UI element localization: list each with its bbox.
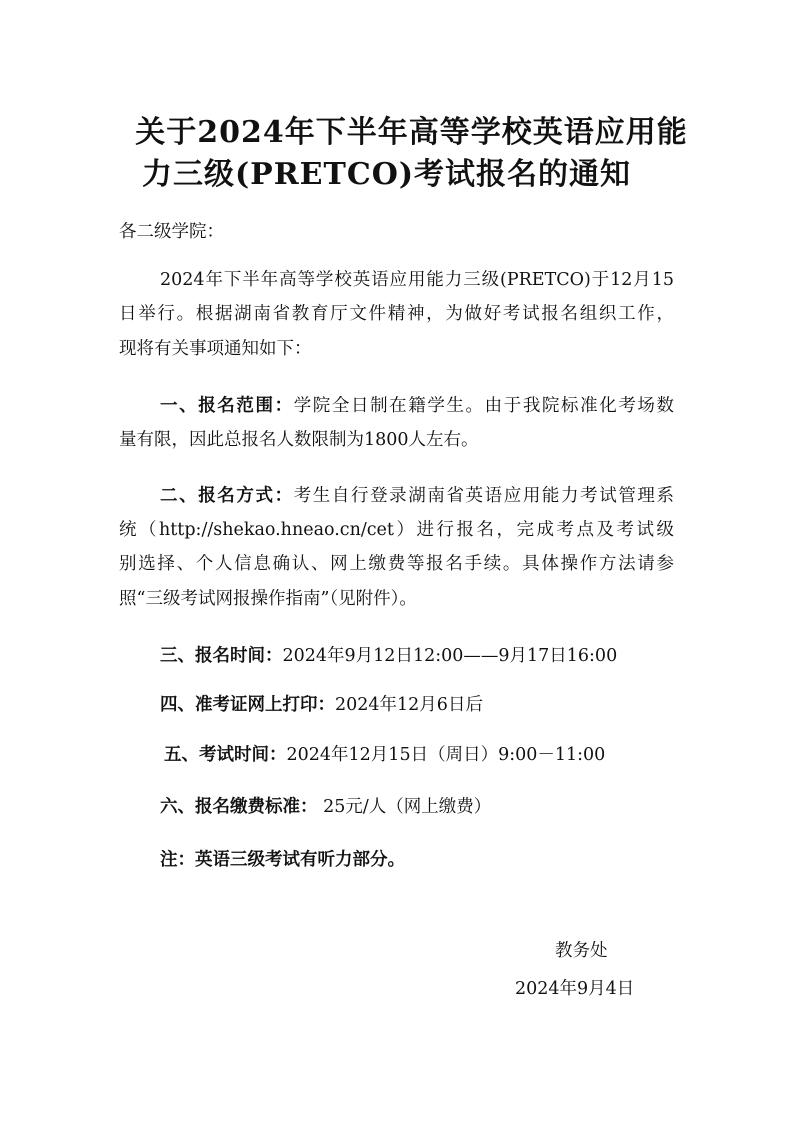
admit-card-line xyxy=(160,693,483,717)
signup-time-label: 三、报名时间： xyxy=(160,646,283,666)
notice-title-line-2: 力三级(PRETCO)考试报名的通知 xyxy=(141,157,632,192)
range-text: 学院全日制在籍学生。由于我院标准化考场数 xyxy=(293,396,675,416)
salutation: 各二级学院： xyxy=(119,222,224,242)
intro-line-3: 现将有关事项通知如下： xyxy=(119,339,312,359)
method-line-4: 照“三级考试网报操作指南”（见附件）。 xyxy=(119,589,417,609)
signup-time-line xyxy=(160,644,617,668)
exam-time-value: 2024年12月15日（周日）9:00－11:00 xyxy=(286,745,606,765)
method-line-2: 统（http://shekao.hneao.cn/cet）进行报名，完成考点及考试级 xyxy=(119,520,674,540)
admit-card-label: 四、准考证网上打印： xyxy=(160,695,335,715)
range-line-2: 量有限，因此总报名人数限制为1800人左右。 xyxy=(119,430,479,450)
notice-title-line-1: 关于2024年下半年高等学校英语应用能 xyxy=(135,115,688,150)
exam-time-line xyxy=(164,743,605,767)
method-line-1 xyxy=(160,484,674,508)
signup-time-value: 2024年9月12日12:00——9月17日16:00 xyxy=(282,646,618,666)
fee-value: 25元/人（网上缴费） xyxy=(317,797,492,817)
fee-line xyxy=(160,795,491,819)
admit-card-value: 2024年12月6日后 xyxy=(335,695,483,715)
exam-time-label: 五、考试时间： xyxy=(164,745,287,765)
range-line-1 xyxy=(160,394,674,418)
intro-line-2: 日举行。根据湖南省教育厅文件精神，为做好考试报名组织工作， xyxy=(119,304,674,324)
method-text: 考生自行登录湖南省英语应用能力考试管理系 xyxy=(293,486,675,506)
method-label: 二、报名方式： xyxy=(160,486,294,506)
intro-line-1: 2024年下半年高等学校英语应用能力三级(PRETCO)于12月15 xyxy=(160,270,674,290)
range-label: 一、报名范围： xyxy=(160,396,294,416)
method-line-3: 别选择、个人信息确认、网上缴费等报名手续。具体操作方法请参 xyxy=(119,554,674,574)
issuing-department: 教务处 xyxy=(555,941,608,961)
listening-note: 注：英语三级考试有听力部分。 xyxy=(160,850,405,870)
issue-date: 2024年9月4日 xyxy=(515,979,635,999)
fee-label: 六、报名缴费标准： xyxy=(160,797,318,817)
